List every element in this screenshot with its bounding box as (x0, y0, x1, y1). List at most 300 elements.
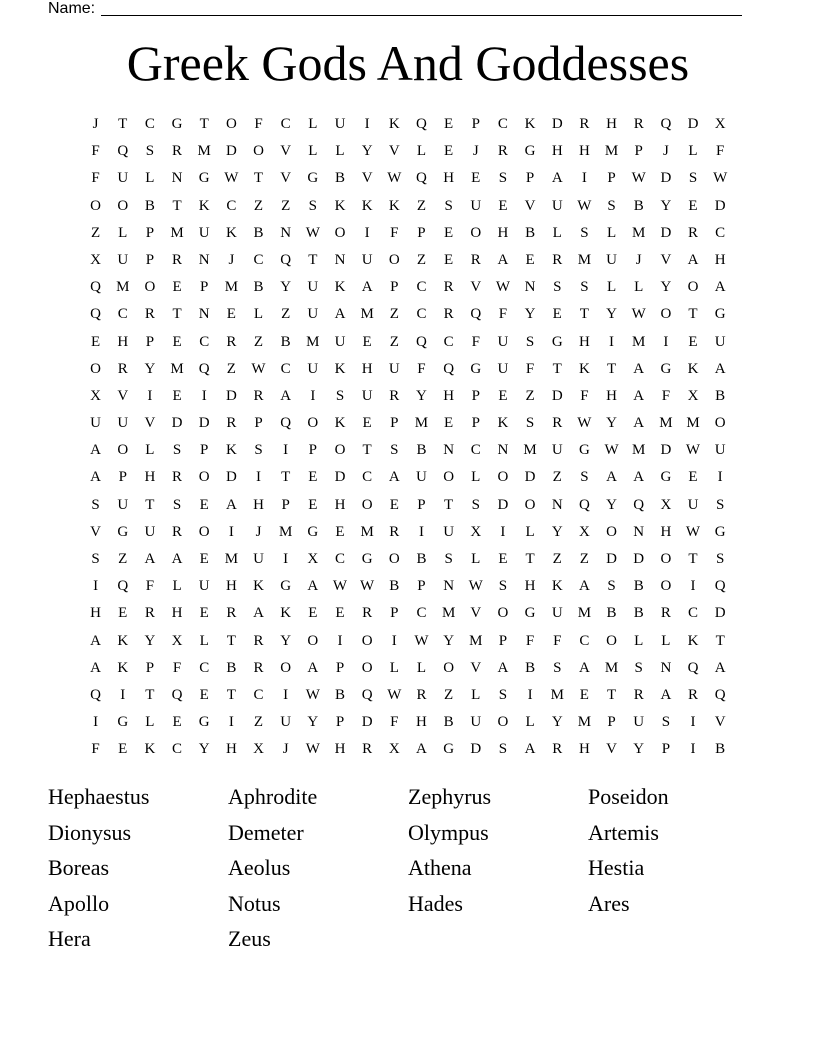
grid-letter[interactable]: A (144, 551, 156, 567)
grid-letter[interactable]: R (416, 686, 427, 703)
grid-letter[interactable]: G (714, 306, 726, 323)
grid-letter[interactable]: Z (389, 306, 399, 323)
grid-letter[interactable]: L (661, 632, 671, 649)
grid-letter[interactable]: M (659, 415, 673, 432)
grid-letter[interactable]: A (280, 387, 292, 404)
grid-letter[interactable]: M (686, 415, 700, 432)
grid-letter[interactable]: G (117, 523, 129, 540)
grid-letter[interactable]: O (144, 279, 156, 296)
grid-letter[interactable]: S (172, 442, 182, 459)
grid-letter[interactable]: I (500, 523, 506, 540)
grid-letter[interactable]: L (688, 143, 698, 160)
grid-letter[interactable]: E (579, 686, 589, 703)
grid-letter[interactable]: Y (416, 387, 427, 404)
grid-letter[interactable]: U (280, 714, 292, 731)
grid-letter[interactable]: A (497, 659, 509, 676)
grid-letter[interactable]: E (471, 170, 481, 187)
grid-letter[interactable]: P (498, 632, 508, 649)
grid-letter[interactable]: V (714, 714, 726, 731)
grid-letter[interactable]: S (525, 415, 535, 432)
grid-letter[interactable]: T (118, 116, 128, 132)
grid-letter[interactable]: K (361, 197, 373, 214)
grid-letter[interactable]: U (606, 251, 617, 268)
grid-letter[interactable]: O (198, 469, 210, 486)
grid-letter[interactable]: W (305, 686, 320, 703)
grid-letter[interactable]: S (661, 714, 671, 731)
grid-letter[interactable]: R (253, 632, 264, 649)
grid-letter[interactable]: W (360, 578, 375, 595)
grid-letter[interactable]: R (552, 741, 563, 758)
grid-letter[interactable]: X (388, 741, 400, 758)
grid-letter[interactable]: W (577, 197, 592, 214)
grid-letter[interactable]: I (256, 469, 262, 486)
grid-letter[interactable]: O (307, 632, 319, 649)
grid-letter[interactable]: M (414, 415, 429, 432)
grid-letter[interactable]: O (117, 442, 129, 459)
grid-letter[interactable]: O (443, 659, 455, 676)
grid-letter[interactable]: W (713, 170, 728, 187)
grid-letter[interactable]: F (172, 659, 182, 676)
grid-letter[interactable]: K (334, 279, 346, 296)
grid-letter[interactable]: K (334, 197, 346, 214)
grid-letter[interactable]: I (310, 387, 316, 404)
grid-letter[interactable]: A (578, 659, 590, 676)
grid-letter[interactable]: R (389, 523, 400, 540)
grid-letter[interactable]: D (633, 551, 645, 567)
grid-letter[interactable]: Q (470, 306, 482, 323)
grid-letter[interactable]: V (144, 415, 156, 432)
grid-letter[interactable]: B (633, 578, 644, 595)
grid-letter[interactable]: I (391, 632, 397, 649)
grid-letter[interactable]: S (498, 741, 508, 758)
grid-letter[interactable]: U (687, 496, 699, 513)
grid-letter[interactable]: K (117, 659, 129, 676)
grid-letter[interactable]: F (553, 632, 562, 649)
grid-letter[interactable]: E (498, 551, 508, 567)
grid-letter[interactable]: H (660, 523, 672, 540)
grid-letter[interactable]: U (307, 306, 319, 323)
grid-letter[interactable]: G (443, 741, 455, 758)
grid-letter[interactable]: O (280, 659, 292, 676)
grid-letter[interactable]: D (361, 714, 373, 731)
grid-letter[interactable]: O (90, 197, 101, 214)
grid-letter[interactable]: U (117, 251, 129, 268)
grid-letter[interactable]: B (253, 279, 264, 296)
grid-letter[interactable]: C (199, 659, 210, 676)
grid-letter[interactable]: Z (118, 551, 128, 567)
grid-letter[interactable]: L (199, 632, 209, 649)
grid-letter[interactable]: P (145, 659, 155, 676)
grid-letter[interactable]: R (443, 306, 454, 323)
grid-letter[interactable]: P (417, 496, 426, 513)
grid-letter[interactable]: B (334, 170, 345, 187)
grid-letter[interactable]: A (388, 469, 400, 486)
grid-letter[interactable]: M (224, 279, 239, 296)
grid-letter[interactable]: L (471, 686, 481, 703)
grid-letter[interactable]: O (198, 523, 210, 540)
grid-letter[interactable]: Q (198, 360, 210, 377)
grid-letter[interactable]: C (416, 605, 427, 622)
grid-letter[interactable]: T (226, 686, 236, 703)
grid-letter[interactable]: F (254, 116, 263, 132)
grid-letter[interactable]: R (497, 143, 508, 160)
grid-letter[interactable]: H (90, 605, 101, 622)
grid-letter[interactable]: L (308, 116, 318, 132)
grid-letter[interactable]: E (688, 333, 698, 350)
grid-letter[interactable]: U (551, 442, 563, 459)
grid-letter[interactable]: E (118, 741, 128, 758)
grid-letter[interactable]: M (441, 605, 456, 622)
grid-letter[interactable]: K (388, 116, 400, 132)
grid-letter[interactable]: W (631, 170, 646, 187)
grid-letter[interactable]: A (90, 469, 101, 486)
grid-letter[interactable]: A (551, 170, 563, 187)
grid-letter[interactable]: K (524, 116, 536, 132)
grid-letter[interactable]: S (471, 496, 480, 513)
grid-letter[interactable]: S (145, 143, 155, 160)
grid-letter[interactable]: A (225, 496, 237, 513)
grid-letter[interactable]: Z (226, 360, 236, 377)
grid-letter[interactable]: A (633, 415, 645, 432)
grid-letter[interactable]: C (470, 442, 481, 459)
grid-letter[interactable]: B (443, 714, 454, 731)
grid-letter[interactable]: S (498, 170, 508, 187)
grid-letter[interactable]: K (225, 442, 237, 459)
grid-letter[interactable]: C (334, 551, 345, 567)
grid-letter[interactable]: B (715, 387, 726, 404)
grid-letter[interactable]: W (387, 170, 402, 187)
grid-letter[interactable]: J (662, 143, 669, 160)
grid-letter[interactable]: D (660, 170, 672, 187)
grid-letter[interactable]: H (334, 496, 346, 513)
grid-letter[interactable]: Q (117, 578, 129, 595)
name-blank-line[interactable] (101, 0, 742, 16)
grid-letter[interactable]: R (633, 116, 644, 132)
grid-letter[interactable]: T (579, 306, 589, 323)
grid-letter[interactable]: E (444, 251, 454, 268)
grid-letter[interactable]: D (714, 605, 726, 622)
grid-letter[interactable]: H (714, 251, 726, 268)
grid-letter[interactable]: B (389, 578, 400, 595)
grid-letter[interactable]: X (714, 116, 726, 132)
grid-letter[interactable]: R (117, 360, 128, 377)
grid-letter[interactable]: Q (687, 659, 699, 676)
grid-letter[interactable]: K (117, 632, 129, 649)
grid-letter[interactable]: C (280, 360, 291, 377)
grid-letter[interactable]: R (688, 686, 699, 703)
grid-letter[interactable]: O (388, 551, 400, 567)
grid-letter[interactable]: I (283, 442, 289, 459)
grid-letter[interactable]: T (688, 306, 698, 323)
grid-letter[interactable]: Y (606, 415, 617, 432)
grid-letter[interactable]: G (524, 143, 536, 160)
grid-letter[interactable]: L (145, 442, 155, 459)
grid-letter[interactable]: A (578, 578, 590, 595)
grid-letter[interactable]: W (495, 279, 510, 296)
grid-letter[interactable]: C (443, 333, 454, 350)
grid-letter[interactable]: A (714, 659, 726, 676)
grid-letter[interactable]: E (199, 551, 209, 567)
grid-letter[interactable]: P (471, 387, 480, 404)
grid-letter[interactable]: C (226, 197, 237, 214)
grid-letter[interactable]: J (635, 251, 642, 268)
grid-letter[interactable]: E (444, 116, 454, 132)
grid-letter[interactable]: S (580, 279, 589, 296)
grid-letter[interactable]: A (361, 279, 373, 296)
grid-letter[interactable]: K (551, 578, 563, 595)
grid-letter[interactable]: F (91, 741, 100, 758)
grid-letter[interactable]: P (335, 714, 345, 731)
grid-letter[interactable]: I (364, 116, 370, 132)
grid-letter[interactable]: I (527, 686, 533, 703)
grid-letter[interactable]: E (118, 605, 128, 622)
grid-letter[interactable]: Y (606, 496, 617, 513)
grid-letter[interactable]: U (714, 442, 726, 459)
grid-letter[interactable]: H (578, 741, 590, 758)
grid-letter[interactable]: S (580, 224, 589, 241)
grid-letter[interactable]: D (687, 116, 699, 132)
grid-letter[interactable]: D (198, 415, 210, 432)
grid-letter[interactable]: D (660, 224, 672, 241)
grid-letter[interactable]: M (577, 605, 592, 622)
grid-letter[interactable]: W (332, 578, 348, 595)
grid-letter[interactable]: U (307, 360, 319, 377)
grid-letter[interactable]: Q (416, 333, 427, 350)
grid-letter[interactable]: Y (144, 632, 156, 649)
grid-letter[interactable]: P (471, 415, 480, 432)
grid-letter[interactable]: O (225, 116, 237, 132)
grid-letter[interactable]: U (90, 415, 101, 432)
grid-letter[interactable]: H (578, 143, 590, 160)
grid-letter[interactable]: N (497, 442, 509, 459)
grid-letter[interactable]: P (281, 496, 290, 513)
grid-letter[interactable]: U (443, 523, 455, 540)
grid-letter[interactable]: R (253, 659, 264, 676)
grid-letter[interactable]: F (91, 170, 100, 187)
grid-letter[interactable]: E (172, 387, 182, 404)
grid-letter[interactable]: E (498, 197, 508, 214)
grid-letter[interactable]: B (280, 333, 291, 350)
grid-letter[interactable]: S (335, 387, 345, 404)
grid-letter[interactable]: Y (361, 143, 373, 160)
grid-letter[interactable]: O (497, 605, 509, 622)
grid-letter[interactable]: M (170, 360, 184, 377)
grid-letter[interactable]: P (335, 659, 345, 676)
grid-letter[interactable]: Q (90, 686, 101, 703)
grid-letter[interactable]: O (606, 523, 617, 540)
grid-letter[interactable]: E (199, 496, 209, 513)
grid-letter[interactable]: H (253, 496, 264, 513)
grid-letter[interactable]: O (117, 197, 129, 214)
grid-letter[interactable]: E (199, 686, 209, 703)
grid-letter[interactable]: A (714, 279, 726, 296)
grid-letter[interactable]: U (361, 251, 373, 268)
grid-letter[interactable]: T (253, 170, 264, 187)
grid-letter[interactable]: R (362, 741, 373, 758)
grid-letter[interactable]: B (226, 659, 237, 676)
grid-letter[interactable]: J (472, 143, 479, 160)
grid-letter[interactable]: J (92, 116, 99, 132)
grid-letter[interactable]: P (200, 442, 209, 459)
grid-letter[interactable]: F (390, 224, 399, 241)
grid-letter[interactable]: P (145, 251, 155, 268)
grid-letter[interactable]: R (144, 605, 155, 622)
grid-letter[interactable]: K (334, 360, 346, 377)
grid-letter[interactable]: I (609, 333, 615, 350)
grid-letter[interactable]: T (308, 251, 318, 268)
grid-letter[interactable]: R (172, 523, 183, 540)
grid-letter[interactable]: V (361, 170, 373, 187)
grid-letter[interactable]: U (551, 197, 563, 214)
grid-letter[interactable]: C (253, 251, 264, 268)
grid-letter[interactable]: R (552, 251, 563, 268)
grid-letter[interactable]: I (581, 170, 587, 187)
grid-letter[interactable]: X (171, 632, 183, 649)
grid-letter[interactable]: G (660, 360, 672, 377)
grid-letter[interactable]: H (606, 387, 617, 404)
grid-letter[interactable]: E (444, 415, 454, 432)
grid-letter[interactable]: R (470, 251, 481, 268)
grid-letter[interactable]: Q (660, 116, 672, 132)
grid-letter[interactable]: P (118, 469, 127, 486)
grid-letter[interactable]: A (90, 632, 101, 649)
grid-letter[interactable]: K (388, 197, 400, 214)
grid-letter[interactable]: W (685, 442, 701, 459)
grid-letter[interactable]: C (280, 116, 291, 132)
grid-letter[interactable]: C (416, 306, 427, 323)
grid-letter[interactable]: I (228, 714, 234, 731)
grid-letter[interactable]: I (690, 741, 696, 758)
grid-letter[interactable]: H (225, 741, 237, 758)
grid-letter[interactable]: B (416, 551, 427, 567)
grid-letter[interactable]: T (199, 116, 209, 132)
grid-letter[interactable]: I (228, 523, 234, 540)
grid-letter[interactable]: I (364, 224, 370, 241)
grid-letter[interactable]: X (307, 551, 319, 567)
grid-letter[interactable]: L (525, 523, 535, 540)
grid-letter[interactable]: Q (361, 686, 373, 703)
grid-letter[interactable]: V (280, 170, 292, 187)
grid-letter[interactable]: L (606, 224, 617, 241)
grid-letter[interactable]: C (253, 686, 264, 703)
grid-letter[interactable]: S (607, 197, 616, 214)
grid-letter[interactable]: U (198, 224, 210, 241)
grid-letter[interactable]: J (255, 523, 262, 540)
grid-letter[interactable]: W (685, 523, 701, 540)
grid-letter[interactable]: A (660, 686, 672, 703)
grid-letter[interactable]: H (443, 170, 455, 187)
grid-letter[interactable]: B (416, 442, 427, 459)
grid-letter[interactable]: M (170, 224, 184, 241)
grid-letter[interactable]: G (307, 523, 319, 540)
grid-letter[interactable]: H (117, 333, 129, 350)
grid-letter[interactable]: C (579, 632, 590, 649)
grid-letter[interactable]: M (197, 143, 211, 160)
grid-letter[interactable]: U (117, 415, 129, 432)
grid-letter[interactable]: K (687, 360, 699, 377)
grid-letter[interactable]: Q (280, 415, 292, 432)
grid-letter[interactable]: J (282, 741, 289, 758)
grid-letter[interactable]: A (633, 469, 645, 486)
grid-letter[interactable]: T (145, 496, 155, 513)
grid-letter[interactable]: O (307, 415, 319, 432)
grid-letter[interactable]: C (416, 279, 427, 296)
grid-letter[interactable]: M (360, 306, 374, 323)
grid-letter[interactable]: U (117, 496, 129, 513)
grid-letter[interactable]: C (199, 333, 210, 350)
grid-letter[interactable]: E (308, 469, 318, 486)
grid-letter[interactable]: U (470, 714, 482, 731)
grid-letter[interactable]: D (225, 469, 237, 486)
grid-letter[interactable]: B (633, 197, 644, 214)
grid-letter[interactable]: B (715, 741, 726, 758)
grid-letter[interactable]: M (604, 143, 619, 160)
grid-letter[interactable]: F (525, 632, 535, 649)
grid-letter[interactable]: P (525, 170, 535, 187)
grid-letter[interactable]: F (716, 143, 725, 160)
grid-letter[interactable]: U (144, 523, 156, 540)
grid-letter[interactable]: E (688, 469, 698, 486)
grid-letter[interactable]: T (552, 360, 562, 377)
grid-letter[interactable]: P (145, 333, 155, 350)
grid-letter[interactable]: Y (280, 279, 292, 296)
grid-letter[interactable]: U (307, 279, 319, 296)
grid-letter[interactable]: B (633, 605, 644, 622)
grid-letter[interactable]: S (634, 659, 643, 676)
grid-letter[interactable]: B (334, 686, 345, 703)
grid-letter[interactable]: P (390, 415, 399, 432)
grid-letter[interactable]: W (305, 224, 320, 241)
grid-letter[interactable]: A (714, 360, 726, 377)
grid-letter[interactable]: Q (171, 686, 183, 703)
grid-letter[interactable]: Q (714, 686, 726, 703)
grid-letter[interactable]: R (362, 605, 373, 622)
grid-letter[interactable]: V (524, 197, 536, 214)
grid-letter[interactable]: I (690, 578, 696, 595)
grid-letter[interactable]: T (444, 496, 454, 513)
grid-letter[interactable]: L (145, 170, 155, 187)
grid-letter[interactable]: R (443, 279, 454, 296)
grid-letter[interactable]: F (91, 143, 100, 160)
grid-letter[interactable]: T (606, 686, 617, 703)
grid-letter[interactable]: I (418, 523, 424, 540)
grid-letter[interactable]: H (606, 116, 617, 132)
grid-letter[interactable]: U (361, 387, 373, 404)
grid-letter[interactable]: U (714, 333, 726, 350)
grid-letter[interactable]: E (172, 714, 182, 731)
grid-letter[interactable]: T (145, 686, 155, 703)
grid-letter[interactable]: S (498, 686, 508, 703)
grid-letter[interactable]: P (254, 415, 263, 432)
grid-letter[interactable]: R (226, 415, 237, 432)
grid-letter[interactable]: E (362, 415, 372, 432)
grid-letter[interactable]: M (550, 686, 564, 703)
grid-letter[interactable]: N (198, 306, 210, 323)
grid-letter[interactable]: Z (281, 197, 291, 214)
grid-letter[interactable]: O (660, 551, 672, 567)
grid-letter[interactable]: H (416, 714, 427, 731)
grid-letter[interactable]: S (553, 279, 562, 296)
grid-letter[interactable]: Y (144, 360, 156, 377)
grid-letter[interactable]: F (580, 387, 589, 404)
grid-letter[interactable]: G (198, 714, 210, 731)
grid-letter[interactable]: G (551, 333, 563, 350)
grid-letter[interactable]: D (551, 387, 563, 404)
grid-letter[interactable]: H (551, 143, 563, 160)
grid-letter[interactable]: P (661, 741, 671, 758)
grid-letter[interactable]: L (634, 279, 644, 296)
grid-letter[interactable]: Q (90, 306, 101, 323)
